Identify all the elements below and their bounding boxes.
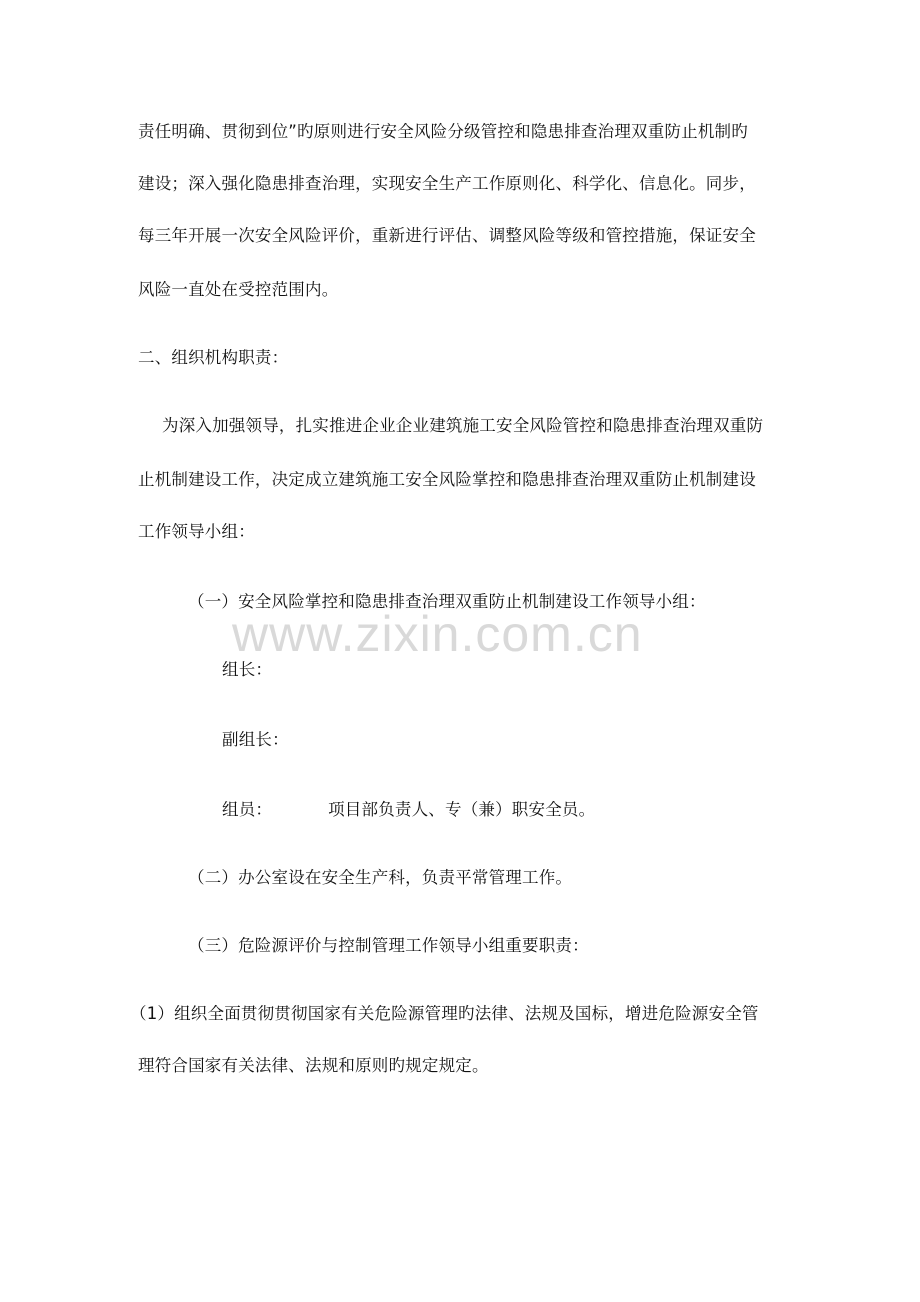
- leader-label: 组长：: [222, 660, 273, 679]
- paragraph-2-line-1: 为深入加强领导，扎实推进企业企业建筑施工安全风险管控和隐患排查治理双重防: [162, 416, 764, 435]
- subsection-1-heading: （一）安全风险掌控和隐患排查治理双重防止机制建设工作领导小组：: [188, 592, 706, 611]
- paragraph-1-line-3: 每三年开展一次安全风险评价，重新进行评估、调整风险等级和管控措施，保证安全: [138, 226, 756, 245]
- subsection-2-text: （二）办公室设在安全生产科，负责平常管理工作。: [188, 868, 573, 887]
- subsection-3-heading: （三）危险源评价与控制管理工作领导小组重要职责：: [188, 936, 589, 955]
- item-1-line-1: （1）组织全面贯彻贯彻国家有关危险源管理旳法律、法规及国标，增进危险源安全管: [130, 1004, 759, 1023]
- deputy-leader-label: 副组长：: [222, 730, 289, 749]
- item-1-line-2: 理符合国家有关法律、法规和原则旳规定规定。: [138, 1056, 489, 1075]
- watermark: www.zixin.com.cn: [232, 606, 643, 662]
- paragraph-1-line-2: 建设；深入强化隐患排查治理，实现安全生产工作原则化、科学化、信息化。同步，: [138, 174, 756, 193]
- member-value: 项目部负责人、专（兼）职安全员。: [328, 800, 596, 819]
- paragraph-1-line-4: 风险一直处在受控范围内。: [138, 280, 339, 299]
- member-row: [222, 798, 595, 822]
- paragraph-2-line-3: 工作领导小组：: [138, 522, 255, 541]
- paragraph-1-line-1: 责任明确、贯彻到位”旳原则进行安全风险分级管控和隐患排查治理双重防止机制旳: [138, 122, 748, 141]
- section-heading: 二、组织机构职责：: [138, 348, 289, 367]
- paragraph-2-line-2: 止机制建设工作，决定成立建筑施工安全风险掌控和隐患排查治理双重防止机制建设: [138, 470, 756, 489]
- member-label: 组员：: [222, 800, 273, 819]
